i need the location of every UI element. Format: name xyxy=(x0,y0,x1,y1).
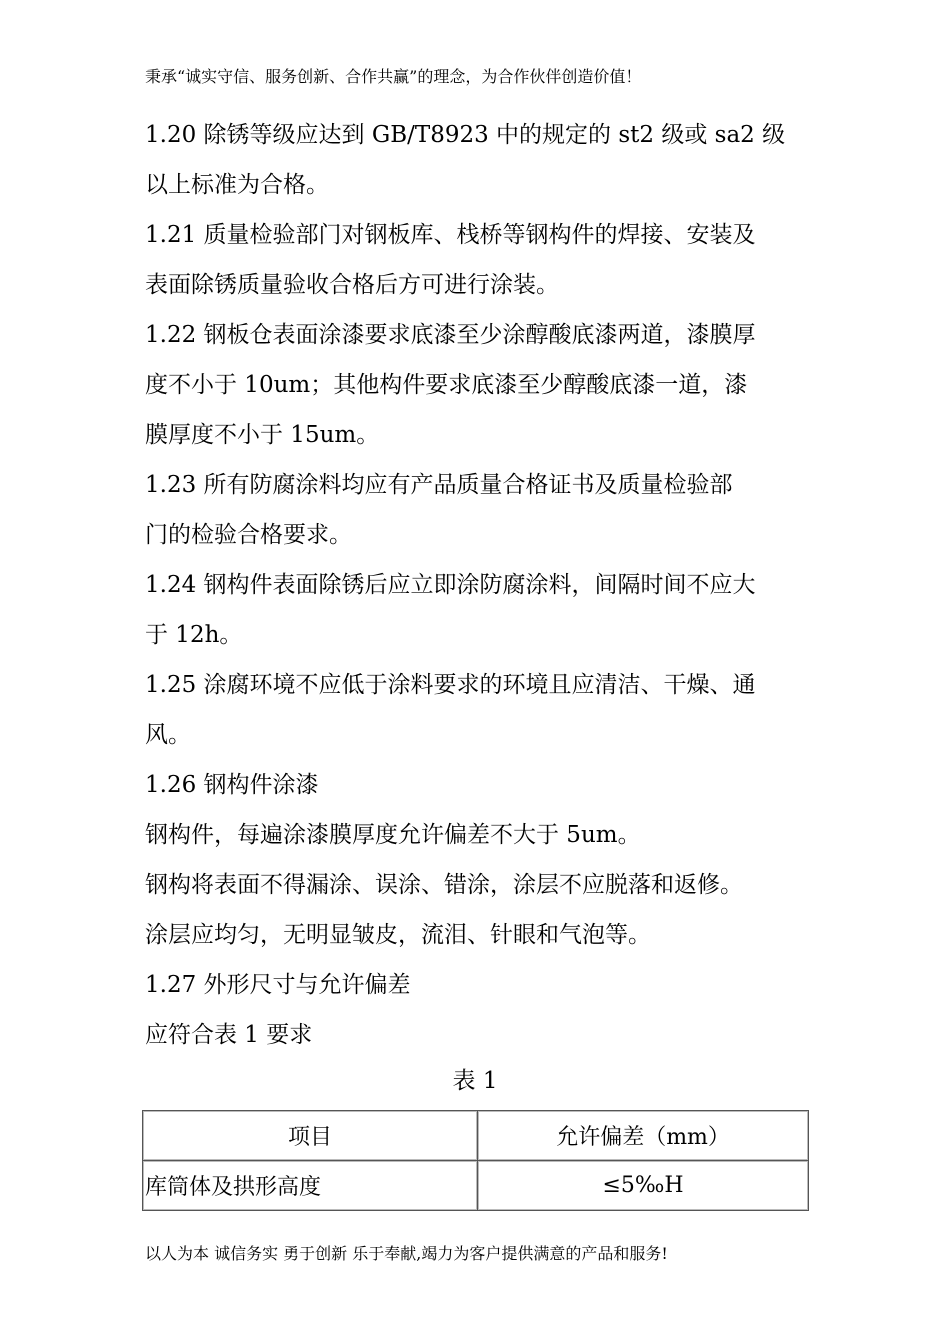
body-line: 1.25 涂腐环境不应低于涂料要求的环境且应清洁、干燥、通 xyxy=(145,672,756,698)
body-line: 以上标准为合格。 xyxy=(145,172,329,198)
document-body xyxy=(145,116,810,1066)
body-line: 1.22 钢板仓表面涂漆要求底漆至少涂醇酸底漆两道，漆膜厚 xyxy=(145,322,756,348)
body-line: 钢构件，每遍涂漆膜厚度允许偏差不大于 5um。 xyxy=(145,822,641,848)
body-line: 膜厚度不小于 15um。 xyxy=(145,422,380,448)
body-line: 钢构将表面不得漏涂、误涂、错涂，涂层不应脱落和返修。 xyxy=(145,872,743,898)
body-line: 应符合表 1 要求 xyxy=(145,1022,313,1048)
table-cell: ≤5‰H xyxy=(478,1161,809,1211)
table-row xyxy=(143,1161,809,1211)
body-line: 1.27 外形尺寸与允许偏差 xyxy=(145,972,411,998)
body-line: 1.20 除锈等级应达到 GB/T8923 中的规定的 st2 级或 sa2 级 xyxy=(145,122,786,148)
body-line: 1.26 钢构件涂漆 xyxy=(145,772,319,798)
body-line: 涂层应均匀，无明显皱皮，流泪、针眼和气泡等。 xyxy=(145,922,651,948)
body-line: 于 12h。 xyxy=(145,622,243,648)
page-footer-text: 以人为本 诚信务实 勇于创新 乐于奉献,竭力为客户提供满意的产品和服务! xyxy=(145,1244,668,1263)
body-line: 表面除锈质量验收合格后方可进行涂装。 xyxy=(145,272,559,298)
body-line: 度不小于 10um；其他构件要求底漆至少醇酸底漆一道，漆 xyxy=(145,372,748,398)
table-header-row xyxy=(143,1111,809,1161)
body-line: 1.24 钢构件表面除锈后应立即涂防腐涂料，间隔时间不应大 xyxy=(145,572,756,598)
body-line: 风。 xyxy=(145,722,191,748)
table-caption: 表 1 xyxy=(452,1068,498,1094)
table-header-cell: 允许偏差（mm） xyxy=(478,1111,809,1161)
body-line: 1.23 所有防腐涂料均应有产品质量合格证书及质量检验部 xyxy=(145,472,733,498)
table-cell: 库筒体及拱形高度 xyxy=(143,1161,478,1211)
page-header-slogan: 秉承“诚实守信、服务创新、合作共赢”的理念，为合作伙伴创造价值！ xyxy=(145,67,642,86)
table-header-cell: 项目 xyxy=(143,1111,478,1161)
tolerance-table xyxy=(142,1110,809,1211)
body-line: 门的检验合格要求。 xyxy=(145,522,352,548)
body-line: 1.21 质量检验部门对钢板库、栈桥等钢构件的焊接、安装及 xyxy=(145,222,756,248)
